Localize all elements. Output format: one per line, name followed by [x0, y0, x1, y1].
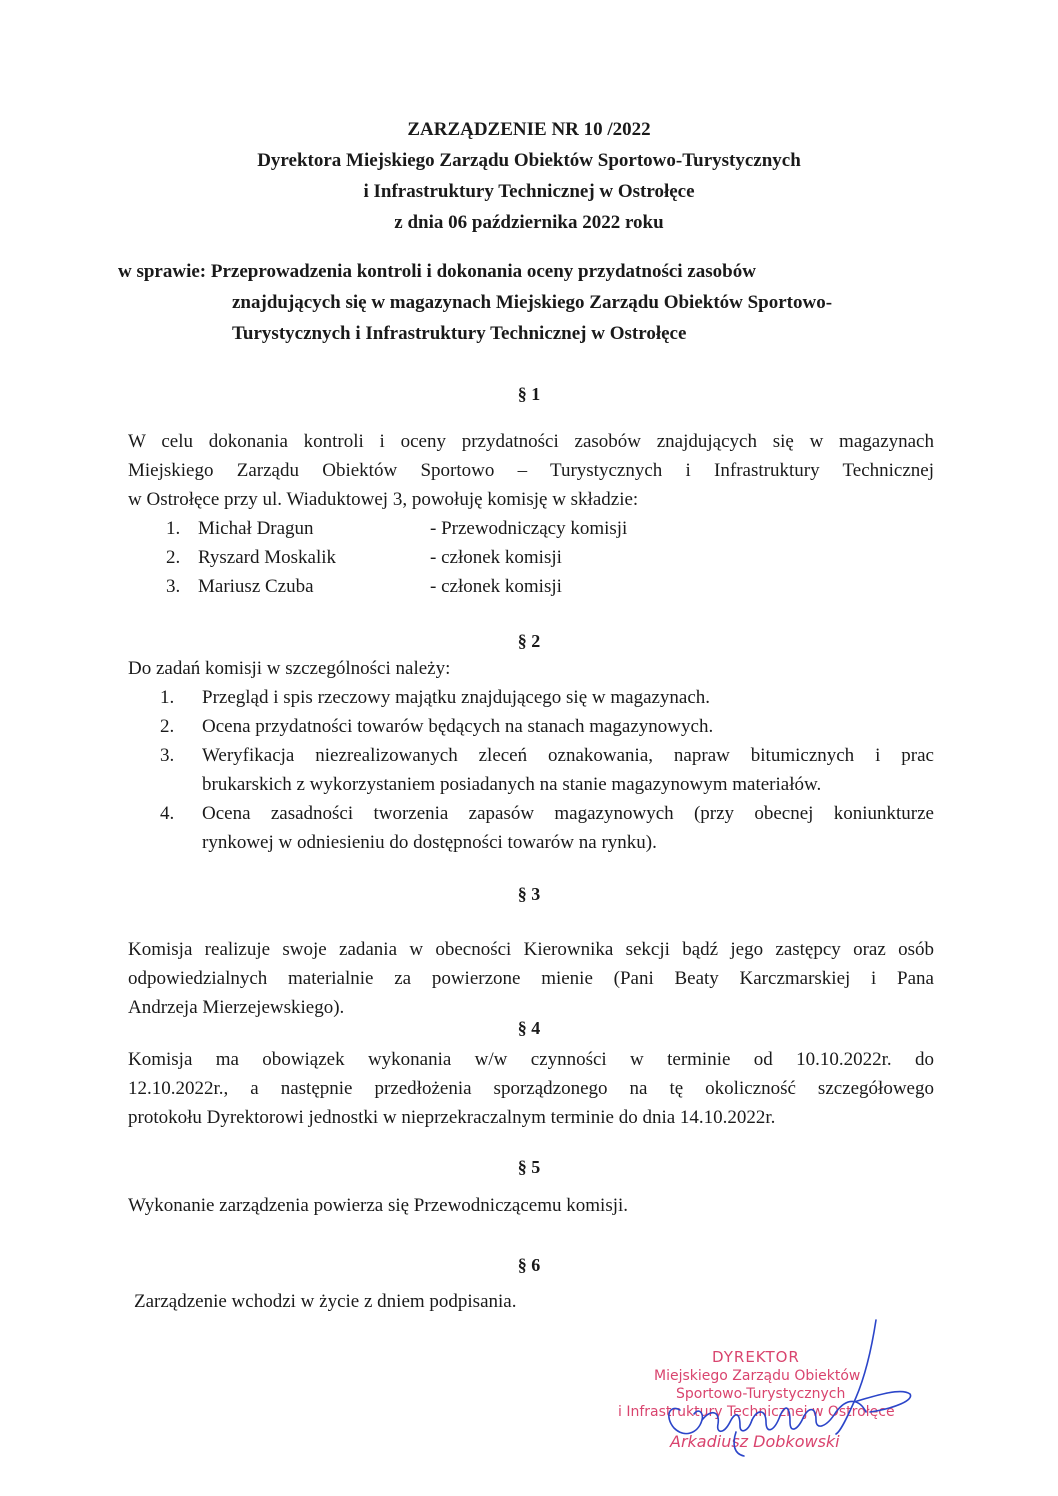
list-item	[166, 543, 627, 572]
member-number: 2.	[166, 547, 181, 568]
list-item	[128, 741, 934, 799]
section-1-line-3: w Ostrołęce przy ul. Wiaduktowej 3, powołuję komisję w składzie:	[128, 489, 639, 510]
member-name: Mariusz Czuba	[198, 576, 314, 597]
section-1-line-1: W celu dokonania kontroli i oceny przydatności zasobów znajdujących się w magazynach	[128, 431, 934, 452]
section-4-line-2: 12.10.2022r., a następnie przedłożenia sporządzonego na tę okoliczność szczegółowego	[128, 1078, 934, 1099]
section-6-heading: § 6	[517, 1255, 541, 1275]
section-5-text	[128, 1191, 934, 1220]
stamp-title: DYREKTOR	[712, 1348, 800, 1366]
section-5-heading: § 5	[517, 1157, 541, 1177]
task-number: 1.	[160, 687, 175, 708]
member-name: Michał Dragun	[198, 518, 314, 539]
stamp-name: Arkadiusz Dobkowski	[670, 1432, 840, 1451]
member-number: 3.	[166, 576, 181, 597]
section-4-line-3: protokołu Dyrektorowi jednostki w nieprzekraczalnym terminie do dnia 14.10.2022r.	[128, 1107, 776, 1128]
section-4-line-1: Komisja ma obowiązek wykonania w/w czynności w terminie od 10.10.2022r. do	[128, 1049, 934, 1070]
subject-line-1: w sprawie: Przeprowadzenia kontroli i dokonania oceny przydatności zasobów	[118, 261, 756, 282]
member-role: - Przewodniczący komisji	[430, 518, 628, 539]
section-4-heading: § 4	[517, 1018, 541, 1038]
task-text: Ocena zasadności tworzenia zapasów magazynowych (przy obecnej koniunkturze	[202, 803, 934, 824]
section-2-intro-text: Do zadań komisji w szczególności należy:	[128, 658, 451, 679]
section-3-line-1: Komisja realizuje swoje zadania w obecności Kierownika sekcji bądź jego zastępcy oraz osób	[128, 939, 934, 960]
list-item	[128, 712, 934, 741]
section-3-line-3: Andrzeja Mierzejewskiego).	[128, 997, 345, 1018]
section-3-heading: § 3	[517, 884, 541, 904]
member-role: - członek komisji	[430, 547, 562, 568]
list-item	[128, 799, 934, 857]
member-number: 1.	[166, 518, 181, 539]
issuer-line: Dyrektora Miejskiego Zarządu Obiektów Sportowo-Turystycznych	[257, 150, 801, 171]
section-2-heading: § 2	[517, 631, 541, 651]
subject-line-2: znajdujących się w magazynach Miejskiego Zarządu Obiektów Sportowo-	[232, 292, 833, 313]
section-2-intro	[128, 654, 934, 683]
list-item	[166, 572, 627, 601]
ordinance-number: ZARZĄDZENIE NR 10 /2022	[407, 119, 651, 140]
task-text: Przegląd i spis rzeczowy majątku znajdującego się w magazynach.	[202, 687, 711, 708]
member-role: - członek komisji	[430, 576, 562, 597]
committee-members-list	[166, 514, 627, 601]
task-text: rynkowej w odniesieniu do dostępności towarów na rynku).	[202, 832, 657, 853]
list-item	[128, 683, 934, 712]
member-name: Ryszard Moskalik	[198, 547, 337, 568]
stamp-line-2: Miejskiego Zarządu Obiektów	[654, 1368, 861, 1384]
section-1-heading: § 1	[517, 384, 541, 404]
section-3-line-2: odpowiedzialnych materialnie za powierzone mienie (Pani Beaty Karczmarskiej i Pana	[128, 968, 934, 989]
task-text: brukarskich z wykorzystaniem posiadanych na stanie magazynowym materiałów.	[202, 774, 822, 795]
handwritten-signature	[640, 1316, 940, 1476]
stamp-line-3: Sportowo-Turystycznych	[676, 1386, 846, 1402]
document-header	[0, 114, 1058, 238]
section-3-text	[128, 935, 934, 1022]
subject-block	[118, 256, 832, 349]
list-item	[166, 514, 627, 543]
issuer-line-2: i Infrastruktury Technicznej w Ostrołęce	[363, 181, 695, 202]
task-number: 3.	[160, 745, 175, 766]
task-number: 2.	[160, 716, 175, 737]
section-4-text	[128, 1045, 934, 1132]
section-5-line-1: Wykonanie zarządzenia powierza się Przewodniczącemu komisji.	[128, 1195, 629, 1216]
committee-tasks-list	[128, 683, 934, 857]
task-text: Weryfikacja niezrealizowanych zleceń oznakowania, napraw bitumicznych i prac	[202, 745, 934, 766]
task-text: Ocena przydatności towarów będących na stanach magazynowych.	[202, 716, 714, 737]
section-1-text	[128, 427, 934, 514]
ordinance-date: z dnia 06 października 2022 roku	[394, 212, 664, 233]
task-number: 4.	[160, 803, 175, 824]
section-6-text	[134, 1287, 940, 1316]
stamp-line-4: i Infrastruktury Technicznej w Ostrołęce	[618, 1404, 895, 1420]
section-1-line-2: Miejskiego Zarządu Obiektów Sportowo – Turystycznych i Infrastruktury Technicznej	[128, 460, 934, 481]
subject-line-3: Turystycznych i Infrastruktury Technicznej w Ostrołęce	[232, 323, 687, 344]
section-6-line-1: Zarządzenie wchodzi w życie z dniem podpisania.	[134, 1291, 517, 1312]
